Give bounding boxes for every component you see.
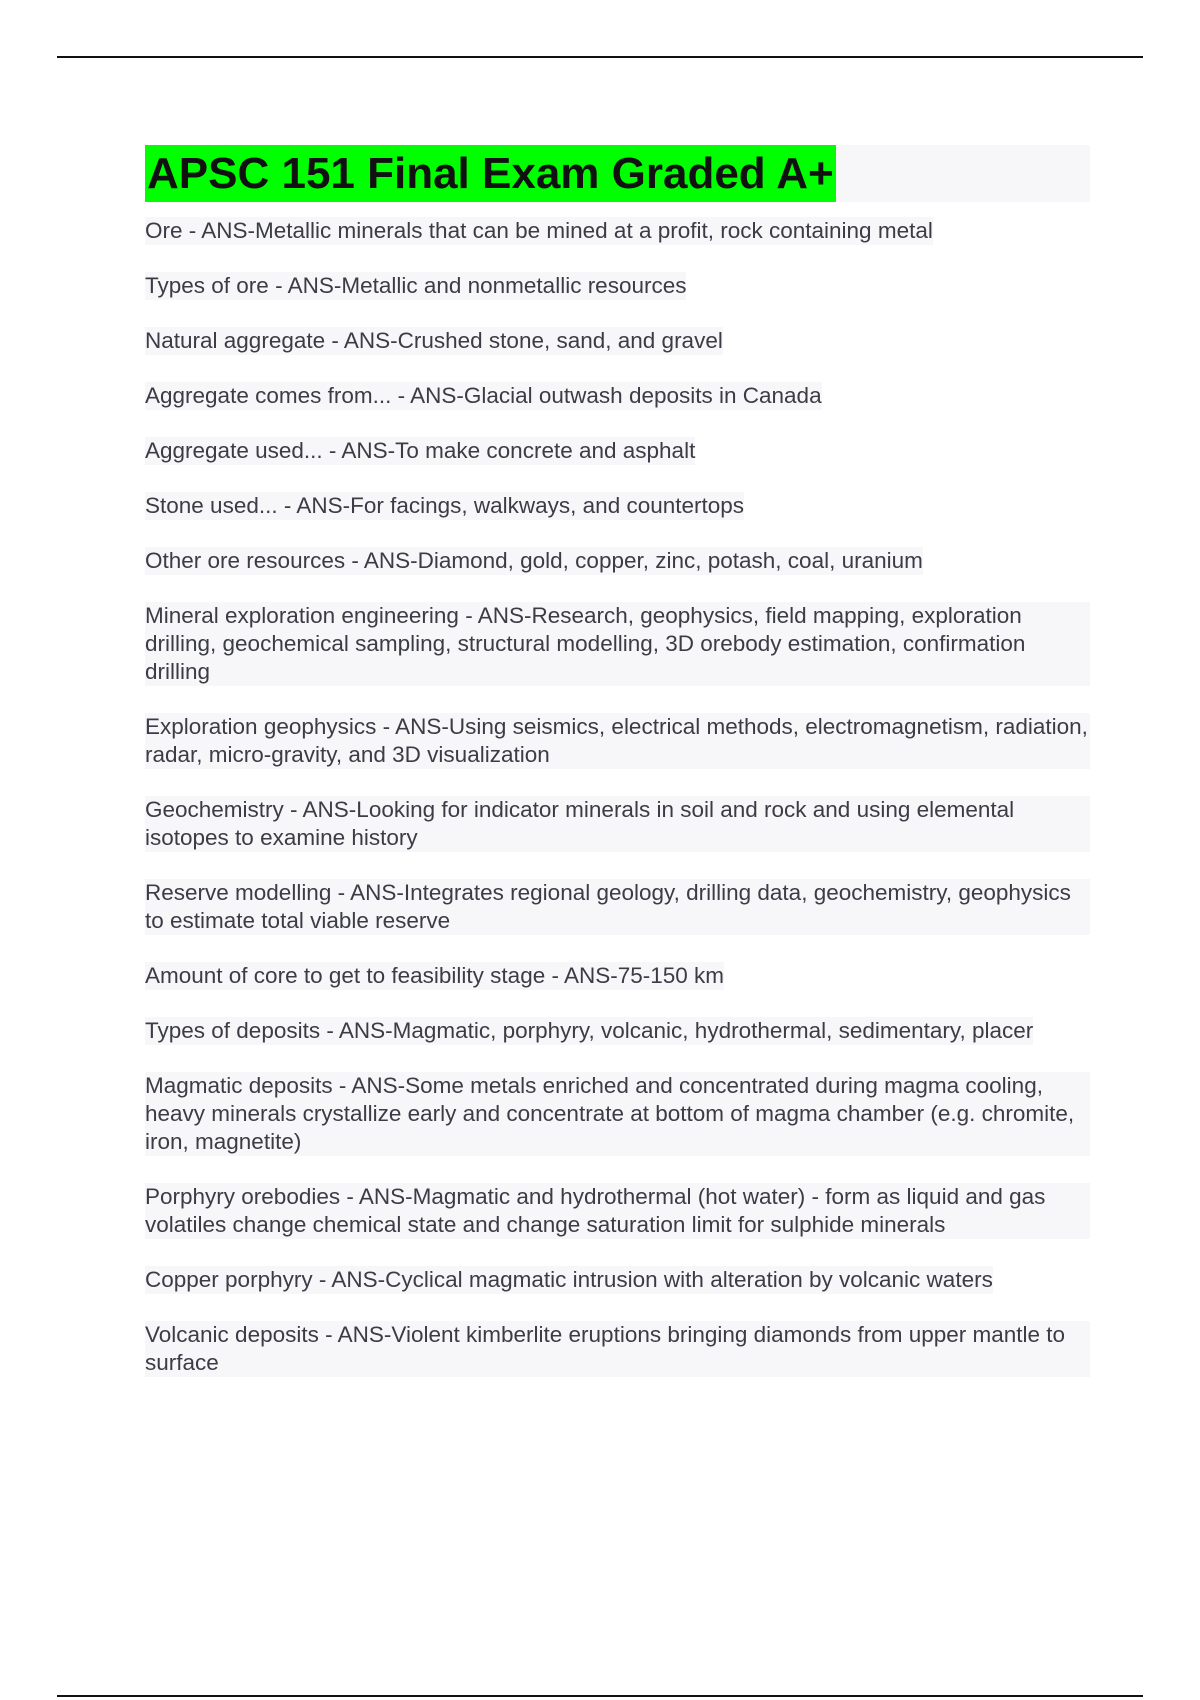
qa-entry: Magmatic deposits - ANS-Some metals enriched and concentrated during magma cooling, heavy minerals crystallize early and concentrate at bottom of magma chamber (e.g. chromite, iron, magnetite) [145,1072,1090,1156]
qa-entry: Natural aggregate - ANS-Crushed stone, sand, and gravel [145,328,723,353]
bottom-divider [57,1695,1143,1697]
qa-entry: Aggregate comes from... - ANS-Glacial outwash deposits in Canada [145,383,822,408]
qa-entry: Types of deposits - ANS-Magmatic, porphyry, volcanic, hydrothermal, sedimentary, placer [145,1018,1034,1043]
qa-entry: Geochemistry - ANS-Looking for indicator minerals in soil and rock and using elemental isotopes to examine history [145,796,1090,852]
qa-entry: Amount of core to get to feasibility stage - ANS-75-150 km [145,963,725,988]
document-body [145,145,1090,1404]
qa-entry: Exploration geophysics - ANS-Using seismics, electrical methods, electromagnetism, radiation, radar, micro-gravity, and 3D visualization [145,713,1090,769]
qa-entry: Copper porphyry - ANS-Cyclical magmatic intrusion with alteration by volcanic waters [145,1267,993,1292]
top-divider [57,56,1143,58]
qa-entry: Types of ore - ANS-Metallic and nonmetallic resources [145,273,687,298]
qa-entry: Other ore resources - ANS-Diamond, gold, copper, zinc, potash, coal, uranium [145,548,923,573]
document-title: APSC 151 Final Exam Graded A+ [145,145,836,202]
qa-entry: Porphyry orebodies - ANS-Magmatic and hydrothermal (hot water) - form as liquid and gas volatiles change chemical state and change saturation limit for sulphide minerals [145,1183,1090,1239]
qa-entry: Aggregate used... - ANS-To make concrete and asphalt [145,438,696,463]
qa-entry: Stone used... - ANS-For facings, walkways, and countertops [145,493,745,518]
qa-entry: Ore - ANS-Metallic minerals that can be mined at a profit, rock containing metal [145,218,933,243]
qa-entry: Mineral exploration engineering - ANS-Research, geophysics, field mapping, exploration drilling, geochemical sampling, structural modelling, 3D orebody estimation, confirmation drilling [145,602,1090,686]
title-band [145,145,1090,202]
qa-entry: Reserve modelling - ANS-Integrates regional geology, drilling data, geochemistry, geophysics to estimate total viable reserve [145,879,1090,935]
qa-entry: Volcanic deposits - ANS-Violent kimberlite eruptions bringing diamonds from upper mantle to surface [145,1321,1090,1377]
